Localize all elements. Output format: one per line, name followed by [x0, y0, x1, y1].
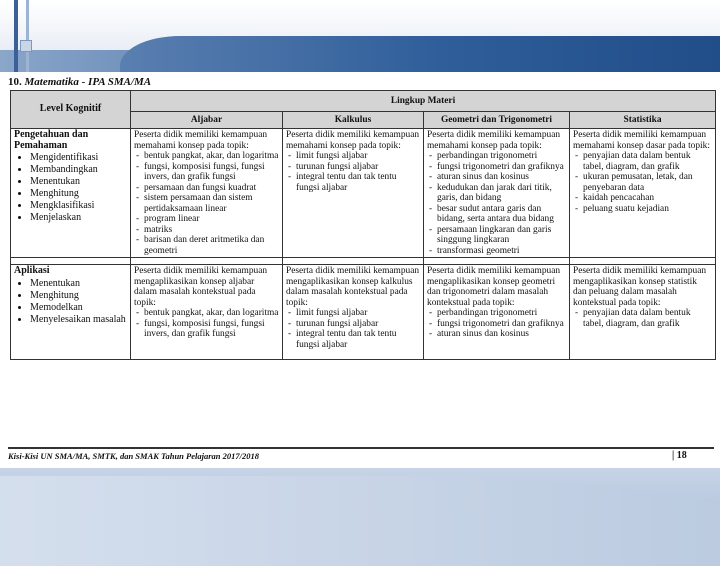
banner-wave-front	[120, 36, 720, 72]
list-item: - turunan fungsi aljabar	[296, 162, 420, 173]
separator-cell	[11, 258, 131, 265]
materi-cell	[131, 129, 283, 258]
level-cell	[11, 129, 131, 258]
materi-cell	[570, 129, 716, 258]
list-item: - fungsi, komposisi fungsi, fungsi invers, dan grafik fungsi	[144, 162, 279, 183]
header-banner	[0, 0, 720, 72]
lingkup-materi-header: Lingkup Materi	[131, 91, 716, 112]
cell-intro: Peserta didik memiliki kemampuan memahami konsep pada topik:	[134, 130, 268, 151]
list-item: - limit fungsi aljabar	[296, 151, 420, 162]
list-item: • Mengidentifikasi	[30, 152, 127, 164]
list-item: - integral tentu dan tak tentu fungsi aljabar	[296, 172, 420, 193]
list-item: - bentuk pangkat, akar, dan logaritma	[144, 308, 279, 319]
topic-list	[573, 151, 712, 214]
cell-intro: Peserta didik memiliki kemampuan mengaplikasikan konsep statistik dan peluang dalam masalah kontekstual pada topik:	[573, 266, 707, 308]
list-item: - sistem persamaan dan sistem pertidaksamaan linear	[144, 193, 279, 214]
list-item: • Menghitung	[30, 188, 127, 200]
separator-cell	[283, 258, 424, 265]
topic-list	[134, 308, 279, 340]
banner-stripe-light	[26, 0, 29, 72]
section-title: Matematika - IPA SMA/MA	[24, 76, 152, 88]
kisi-kisi-table	[10, 90, 716, 360]
list-item: - persamaan lingkaran dan garis singgung lingkaran	[437, 225, 566, 246]
cell-intro: Peserta didik memiliki kemampuan mengaplikasikan konsep geometri dan trigonometri dalam masalah kontekstual pada topik:	[427, 266, 561, 308]
table-row	[11, 129, 716, 258]
list-item: - barisan dan deret aritmetika dan geometri	[144, 235, 279, 256]
row-separator	[11, 258, 716, 265]
materi-cell	[131, 265, 283, 360]
column-header-kalkulus: Kalkulus	[283, 112, 424, 129]
column-header-statistika: Statistika	[570, 112, 716, 129]
level-list	[14, 278, 127, 326]
materi-cell	[424, 265, 570, 360]
list-item: • Mengklasifikasi	[30, 200, 127, 212]
list-item: - kedudukan dan jarak dari titik, garis, dan bidang	[437, 183, 566, 204]
materi-cell	[283, 265, 424, 360]
section-number: 10.	[8, 76, 22, 88]
cell-intro: Peserta didik memiliki kemampuan memahami konsep pada topik:	[286, 130, 420, 151]
list-item: - penyajian data dalam bentuk tabel, diagram, dan grafik	[583, 151, 712, 172]
separator-cell	[570, 258, 716, 265]
level-list	[14, 152, 127, 224]
cell-intro: Peserta didik memiliki kemampuan memahami konsep dasar pada topik:	[573, 130, 710, 151]
level-kognitif-header: Level Kognitif	[11, 91, 131, 129]
list-item: • Menghitung	[30, 290, 127, 302]
list-item: - program linear	[144, 214, 279, 225]
materi-cell	[283, 129, 424, 258]
materi-cell	[570, 265, 716, 360]
page-number: | 18	[672, 450, 687, 461]
separator-cell	[424, 258, 570, 265]
document-title	[8, 76, 151, 88]
list-item: - bentuk pangkat, akar, dan logaritma	[144, 151, 279, 162]
list-item: • Menentukan	[30, 176, 127, 188]
list-item: - fungsi trigonometri dan grafiknya	[437, 162, 566, 173]
list-item: - aturan sinus dan kosinus	[437, 329, 566, 340]
list-item: - fungsi, komposisi fungsi, fungsi invers, dan grafik fungsi	[144, 319, 279, 340]
level-title: Aplikasi	[14, 265, 50, 276]
column-header-aljabar: Aljabar	[131, 112, 283, 129]
cell-intro: Peserta didik memiliki kemampuan mengaplikasikan konsep aljabar dalam masalah kontekstual pada topik:	[134, 266, 268, 308]
topic-list	[286, 308, 420, 350]
list-item: - transformasi geometri	[437, 246, 566, 257]
topic-list	[573, 308, 712, 329]
bottom-wave	[0, 476, 720, 566]
topic-list	[427, 151, 566, 256]
list-item: • Menyelesaikan masalah	[30, 314, 127, 326]
list-item: - perbandingan trigonometri	[437, 151, 566, 162]
cell-intro: Peserta didik memiliki kemampuan mengaplikasikan konsep kalkulus dalam masalah kontekstual pada topik:	[286, 266, 420, 308]
table-row	[11, 265, 716, 360]
table-body	[11, 129, 716, 360]
footer-caption: Kisi-Kisi UN SMA/MA, SMTK, dan SMAK Tahun Pelajaran 2017/2018	[8, 451, 259, 461]
cell-intro: Peserta didik memiliki kemampuan memahami konsep pada topik:	[427, 130, 561, 151]
list-item: - limit fungsi aljabar	[296, 308, 420, 319]
materi-cell	[424, 129, 570, 258]
list-item: - perbandingan trigonometri	[437, 308, 566, 319]
list-item: - turunan fungsi aljabar	[296, 319, 420, 330]
list-item: - aturan sinus dan kosinus	[437, 172, 566, 183]
list-item: • Membandingkan	[30, 164, 127, 176]
list-item: • Menjelaskan	[30, 212, 127, 224]
level-title: Pengetahuan dan	[14, 129, 89, 140]
list-item: - integral tentu dan tak tentu fungsi aljabar	[296, 329, 420, 350]
level-cell	[11, 265, 131, 360]
list-item: - ukuran pemusatan, letak, dan penyebaran data	[583, 172, 712, 193]
list-item: - persamaan dan fungsi kuadrat	[144, 183, 279, 194]
bottom-decoration	[0, 468, 720, 540]
separator-cell	[131, 258, 283, 265]
banner-square-icon	[20, 40, 32, 52]
topic-list	[427, 308, 566, 340]
list-item: - peluang suatu kejadian	[583, 204, 712, 215]
list-item: - penyajian data dalam bentuk tabel, diagram, dan grafik	[583, 308, 712, 329]
level-title: Pemahaman	[14, 139, 68, 151]
topic-list	[286, 151, 420, 193]
list-item: - matriks	[144, 225, 279, 236]
banner-stripe	[14, 0, 18, 72]
list-item: • Memodelkan	[30, 302, 127, 314]
list-item: - kaidah pencacahan	[583, 193, 712, 204]
list-item: - fungsi trigonometri dan grafiknya	[437, 319, 566, 330]
topic-list	[134, 151, 279, 256]
footer-rule	[8, 447, 714, 449]
list-item: - besar sudut antara garis dan bidang, serta antara dua bidang	[437, 204, 566, 225]
column-header-geometri: Geometri dan Trigonometri	[424, 112, 570, 129]
list-item: • Menentukan	[30, 278, 127, 290]
